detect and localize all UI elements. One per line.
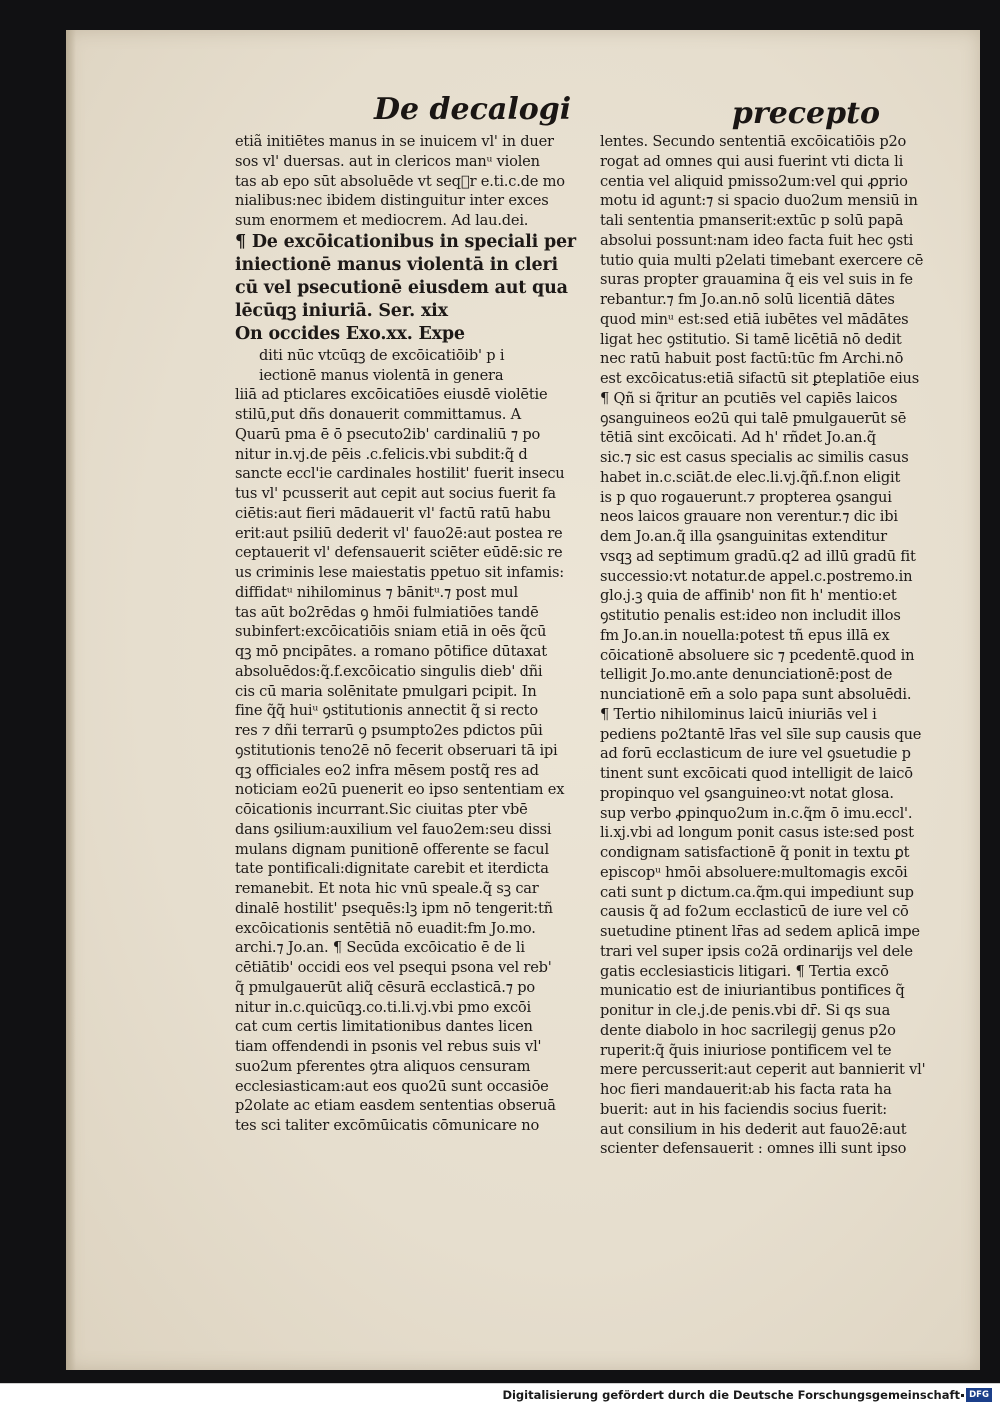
text-line: cati sunt p dictum.ca.q̃m.qui impediunt sup [600,883,914,901]
text-line: nunciationē em̄ a solo papa sunt absoluēdi. [600,686,912,703]
text-line: scienter defensauerit : omnes illi sunt ipso [600,1140,907,1158]
text-line: suras propter grauamina q̃ eis vel suis in fe [600,271,913,289]
text-line: ecclesiasticam:aut eos quo2ū sunt occasiōe [235,1077,549,1095]
text-line: municatio est de iniuriantibus pontifices q̃ [600,982,905,1000]
text-line: habet in.c.sciāt.de elec.li.vj.q̃ñ.f.non eligit [600,468,901,486]
text-line: ad forū ecclasticum de iure vel ꝯsuetudie p [600,745,911,763]
text-line: tas ab epo sūt absoluēde vt seqᷓr e.ti.c.de mo [235,172,565,190]
text-line: tinent sunt excōicati quod intelligit de laicō [600,765,913,782]
text-line: mulans dignam punitionē offerente se facul [235,840,549,858]
text-line: ꝯsanguineos eo2ū qui talē pmulgauerūt sē [600,409,907,427]
text-line: res ⁊ dñi terrarū ꝯ psumpto2es pdictos pūi [235,722,543,739]
text-line: li.xj.vbi ad longum ponit casus iste:sed post [600,824,914,842]
text-line: successio:vt notatur.de appel.c.postremo.in [600,567,913,585]
text-line: liiā ad pticlares excōicatiōes eiusdē violētie [235,386,548,404]
text-line: sum enormem et mediocrem. Ad lau.dei. [235,212,529,229]
text-line: iniectionē manus violentā in cleri [235,254,558,275]
text-line: qꝫ officiales eo2 infra mēsem postq̃ res ad [235,761,539,779]
text-line: dans ꝯsilium:auxilium vel fauo2em:seu dissi [235,820,552,838]
funding-credit: Digitalisierung gefördert durch die Deutsche Forschungsgemeinschaft [502,1388,960,1402]
text-line: tali sententia pmanserit:extūc p solū papā [600,212,904,229]
right-text-column [600,132,962,1159]
text-line: neos laicos grauare non verentur.⁊ dic ibi [600,508,898,526]
text-line: tate pontificali:dignitate carebit et iterdicta [235,860,549,878]
text-line: lentes. Secundo sententiā excōicatiōis p2o [600,133,907,150]
text-line: sos vl' duersas. aut in clericos manᵘ violen [235,152,540,170]
text-line: remanebit. Et nota hic vnū speale.q̃ sꝫ car [235,880,539,897]
dfg-logo: DFG [966,1388,992,1402]
text-line: absolui possunt:nam ideo facta fuit hec ꝯsti [600,231,914,249]
text-line: fm Jo.an.in nouella:potest tñ epus illā ex [600,626,890,644]
text-line: gatis ecclesiasticis litigari. ¶ Tertia excō [600,962,889,980]
running-head-left: De decalogi [374,92,572,127]
text-line: ceptauerit vl' defensauerit sciēter eūdē:sic re [235,544,563,562]
text-line: mere percusserit:aut ceperit aut bannierit vl' [600,1061,926,1079]
text-line: buerit: aut in his faciendis socius fuerit: [600,1100,887,1118]
text-line: nitur in.c.quicūqꝫ.co.ti.li.vj.vbi pmo excōi [235,998,531,1016]
text-line: dem Jo.an.q̃ illa ꝯsanguinitas extenditur [600,528,887,545]
text-line: iectionē manus violentā in genera [259,366,504,384]
text-line: cētiātib' occidi eos vel psequi psona vel reb' [235,959,552,976]
text-line: cis cū maria solēnitate pmulgari pcipit. In [235,682,537,700]
text-line: erit:aut psiliū dederit vl' fauo2ē:aut postea re [235,524,563,542]
text-line: On occides Exo.xx. Expe [235,323,465,344]
text-line: propinquo vel ꝯsanguineo:vt notat glosa. [600,784,894,802]
text-line: tutio quia multi p2elati timebant exercere cē [600,251,924,269]
text-line: suetudine ptinent lr̄as ad sedem aplicā impe [600,923,920,940]
text-line: ¶ Qñ si q̃ritur an pcutiēs vel capiēs laicos [600,389,898,407]
text-line: qꝫ mō pncipātes. a romano pōtifice dūtaxat [235,643,547,660]
text-line: rogat ad omnes qui ausi fuerint vti dicta li [600,152,904,170]
text-line: p2olate ac etiam easdem sententias obseruā [235,1097,556,1115]
text-line: hoc fieri mandauerit:ab his facta rata ha [600,1081,892,1098]
text-line: archi.⁊ Jo.an. ¶ Secūda excōicatio ē de li [235,939,525,957]
text-line: excōicationis sentētiā nō euadit:fm Jo.mo. [235,919,536,937]
text-line: ꝯstitutionis teno2ē nō fecerit obseruari tā ipi [235,741,558,759]
text-line: tus vl' pcusserit aut cepit aut socius fuerit fa [235,485,556,502]
text-line: causis q̃ ad fo2um ecclasticū de iure vel cō [600,903,909,921]
text-line: diffidatᵘ nihilominus ⁊ bānitᵘ.⁊ post mul [235,583,518,601]
text-line: tas aūt bo2rēdas ꝯ hmōi fulmiatiōes tandē [235,603,539,621]
text-line: Quarū pma ē ō psecuto2ib' cardinaliū ⁊ po [235,425,541,443]
text-line: lēcūqꝫ iniuriā. Ser. xix [235,300,448,321]
text-line: centia vel aliquid pmisso2um:vel qui ꝓprio [600,172,908,190]
running-head-right: precepto [731,96,880,131]
text-line: diti nūc vtcūqꝫ de excōicatiōib' p i [259,346,505,364]
text-line: dente diabolo in hoc sacrilegij genus p2o [600,1021,896,1039]
text-line: ¶ Tertio nihilominus laicū iniuriās vel i [600,705,877,723]
text-line: ruperit:q̃ q̃uis iniuriose pontificem vel te [600,1041,892,1059]
text-line: us criminis lese maiestatis ppetuo sit infamis: [235,564,565,581]
text-line: q̃ pmulgauerūt aliq̃ cēsurā ecclasticā.⁊ po [235,978,535,996]
text-line: motu id agunt:⁊ si spacio duo2um mensiū in [600,192,918,210]
text-line: rebantur.⁊ fm Jo.an.nō solū licentiā dātes [600,291,895,308]
text-line: est excōicatus:etiā sifactū sit ꝑteplatiōe eius [600,370,920,387]
text-line: aut consilium in his dederit aut fauo2ē:aut [600,1120,907,1138]
text-line: cū vel psecutionē eiusdem aut qua [235,277,568,298]
footer-bar [0,1383,1000,1408]
page-gutter-shadow [66,30,76,1370]
text-line: fine q̃q̃ huiᵘ ꝯstitutionis annectit q̃ si recto [235,702,538,720]
text-line: glo.j.ꝫ quia de affinib' non fit h' mentio:et [600,587,897,605]
text-line: vsqꝫ ad septimum gradū.q2 ad illū gradū fit [600,547,916,565]
text-line: condignam satisfactionē q̃ ponit in textu ꝑt [600,844,910,861]
text-line: sup verbo ꝓpinquo2um in.c.q̃m ō imu.eccl'. [600,804,913,822]
text-line: ¶ De excōicationibus in speciali per [235,231,576,252]
text-line: tiam offendendi in psonis vel rebus suis vl' [235,1038,542,1055]
text-line: is p quo rogauerunt.⁊ propterea ꝯsangui [600,488,892,506]
text-line: suo2um pferentes ꝯtra aliquos censuram [235,1057,531,1075]
text-line: stilū,put dñs donauerit committamus. A [235,406,521,423]
separator-dot [961,1394,964,1397]
text-line: nitur in.vj.de pēis .c.felicis.vbi subdit:q̃ d [235,445,528,463]
text-line: cōicationē absoluere sic ⁊ pcedentē.quod in [600,646,915,664]
text-line: dinalē hostilit' psequēs:lꝫ ipm nō tengerit:tñ [235,899,553,917]
text-line: ligat hec ꝯstitutio. Si tamē licētiā nō dedit [600,330,902,348]
text-line: tes sci taliter excōmūicatis cōmunicare no [235,1117,540,1134]
text-line: ꝯstitutio penalis est:ideo non includit illos [600,607,901,624]
text-line: nec ratū habuit post factū:tūc fm Archi.nō [600,350,904,368]
left-text-column [235,132,595,1136]
text-line: episcopᵘ hmōi absoluere:multomagis excōi [600,863,908,881]
text-line: absoluēdos:q̃.f.excōicatio singulis dieb' dñi [235,662,543,680]
running-head [360,92,890,132]
text-line: etiã initiētes manus in se inuicem vl' in duer [235,133,554,150]
text-line: tētiā sint excōicati. Ad h' rñdet Jo.an.q̃ [600,429,876,447]
text-line: trari vel super ipsis co2ā ordinarijs vel dele [600,942,913,960]
text-line: subinfert:excōicatiōis sniam etiā in oēs q̃cū [235,623,547,641]
text-line: sancte eccl'ie cardinales hostilit' fuerit insecu [235,465,565,483]
text-line: cōicationis incurrant.Sic ciuitas pter vbē [235,801,528,818]
text-line: telligit Jo.mo.ante denunciationē:post de [600,666,893,684]
text-line: ciētis:aut fieri mādauerit vl' factū ratū habu [235,504,551,522]
text-line: ponitur in cle.j.de penis.vbi dr̄. Si qs sua [600,1002,891,1019]
text-line: cat cum certis limitationibus dantes licen [235,1018,533,1036]
text-line: nialibus:nec ibidem distinguitur inter exces [235,192,549,210]
text-line: quod minᵘ est:sed etiā iubētes vel mādātes [600,310,909,328]
text-line: pediens po2tantē lr̄as vel sīle sup causis que [600,725,922,743]
text-line: noticiam eo2ū puenerit eo ipso sententiam ex [235,781,565,799]
text-line: sic.⁊ sic est casus specialis ac similis casus [600,449,909,466]
